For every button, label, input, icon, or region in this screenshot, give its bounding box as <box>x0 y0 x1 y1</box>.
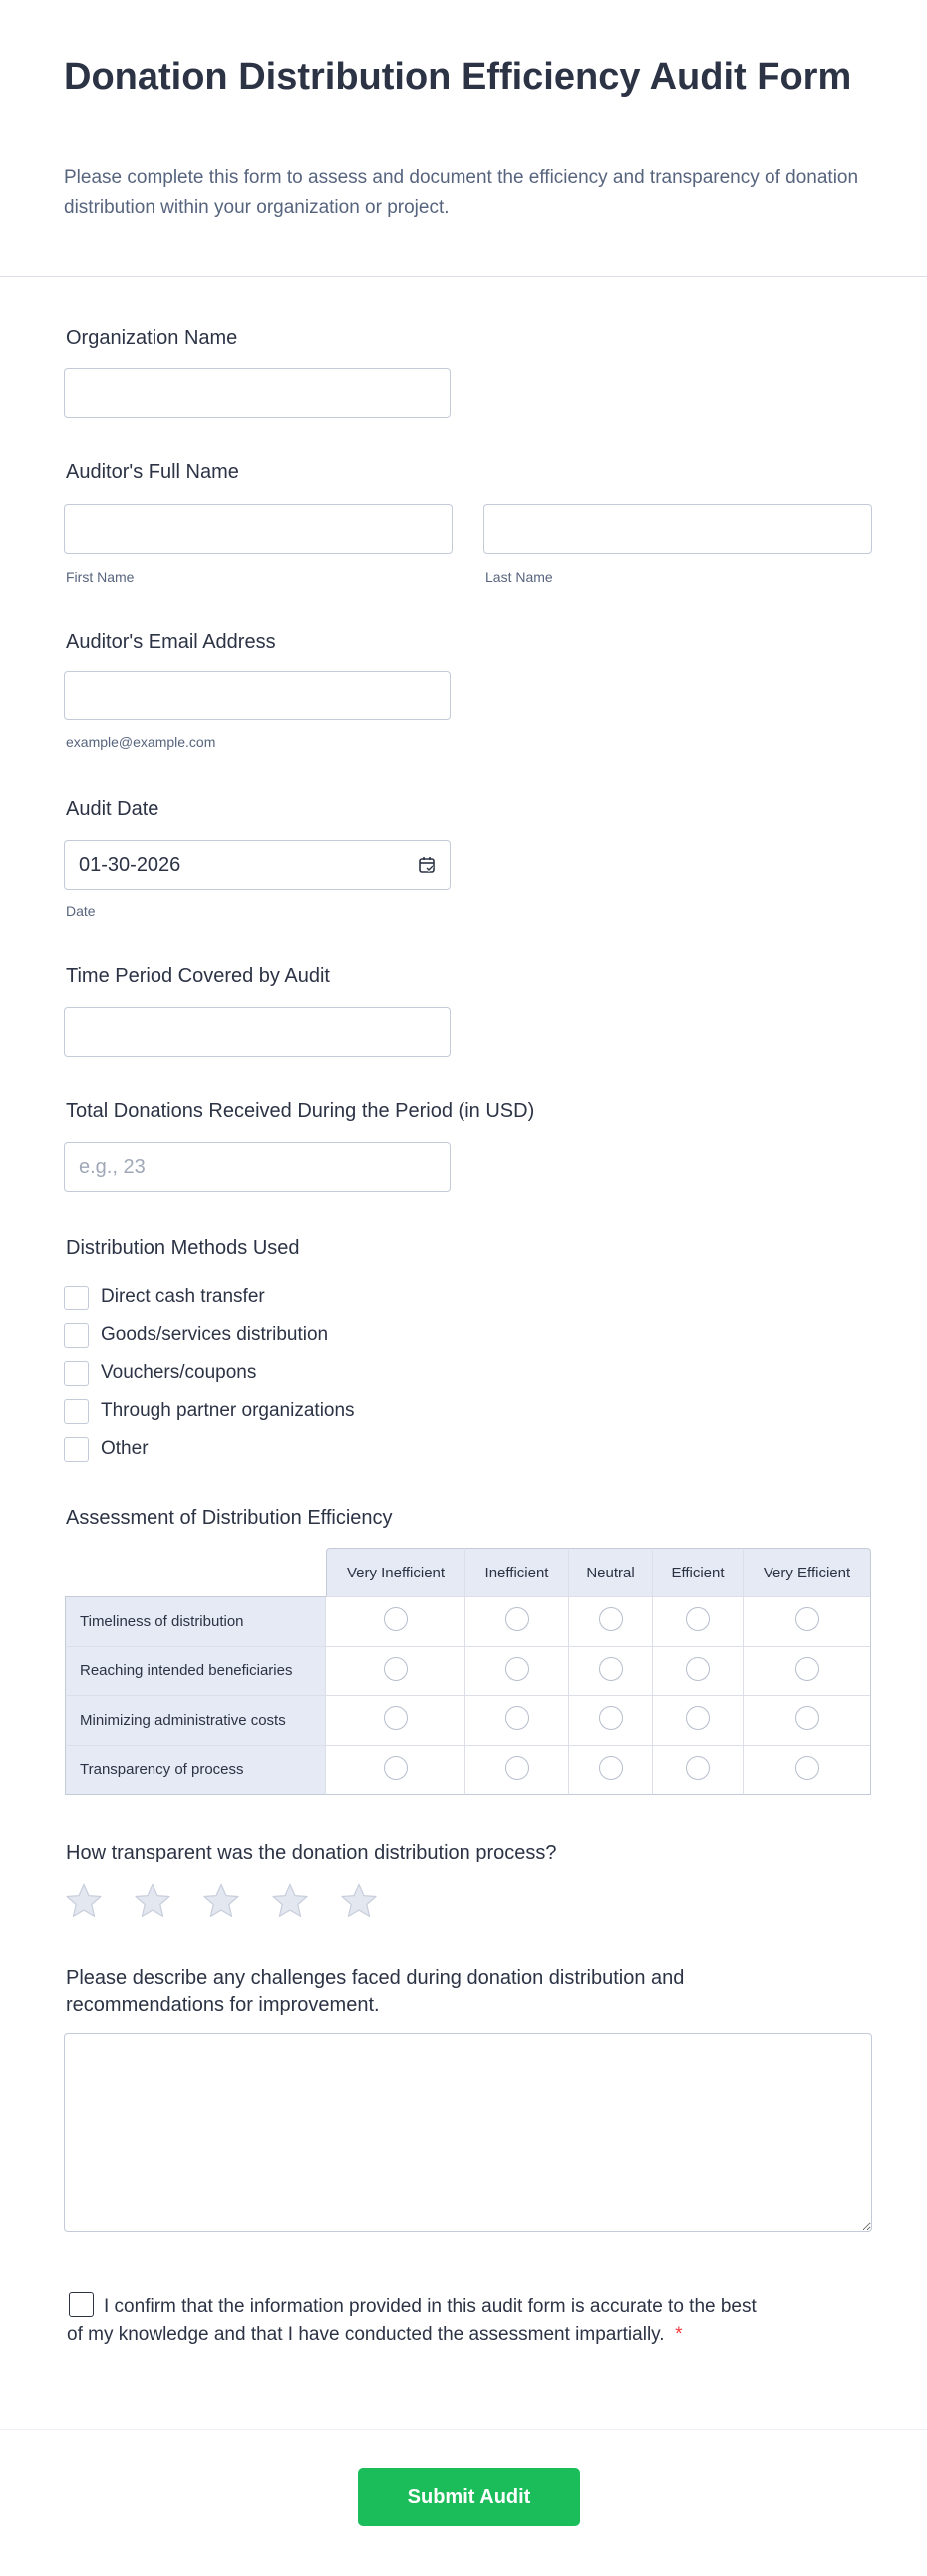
method-option[interactable] <box>64 1354 355 1392</box>
challenges-label: Please describe any challenges faced during donation distribution and recommendations for improvement. <box>66 1967 685 2016</box>
checkbox[interactable] <box>64 1399 89 1424</box>
matrix-radio[interactable] <box>384 1657 408 1681</box>
email-input[interactable] <box>64 671 451 720</box>
matrix-radio[interactable] <box>686 1756 710 1780</box>
audit-date-value: 01-30-2026 <box>79 854 181 876</box>
star-icon[interactable] <box>271 1882 309 1920</box>
matrix-row <box>65 1597 871 1647</box>
assessment-label: Assessment of Distribution Efficiency <box>66 1507 393 1529</box>
star-rating[interactable] <box>65 1882 378 1920</box>
matrix-radio[interactable] <box>795 1607 819 1631</box>
footer-divider <box>0 2429 927 2430</box>
matrix-column-header: Very Inefficient <box>326 1548 465 1597</box>
confirm-label: I confirm that the information provided in this audit form is accurate to the best of my knowledge and that I have conducted the assessment impartially. <box>67 2296 757 2345</box>
matrix-radio[interactable] <box>599 1756 623 1780</box>
total-donations-label: Total Donations Received During the Period (in USD) <box>66 1100 535 1122</box>
page-title: Donation Distribution Efficiency Audit Form <box>64 56 852 98</box>
matrix-radio[interactable] <box>505 1706 529 1730</box>
matrix-radio[interactable] <box>686 1607 710 1631</box>
org-name-label: Organization Name <box>66 327 238 349</box>
matrix-column-header: Neutral <box>569 1548 653 1597</box>
matrix-radio[interactable] <box>505 1756 529 1780</box>
assessment-matrix <box>65 1548 871 1795</box>
matrix-column-header: Inefficient <box>465 1548 569 1597</box>
matrix-cell <box>465 1597 569 1647</box>
star-icon[interactable] <box>65 1882 103 1920</box>
method-option[interactable] <box>64 1392 355 1430</box>
matrix-cell <box>653 1647 744 1697</box>
matrix-radio[interactable] <box>795 1756 819 1780</box>
matrix-row-label: Timeliness of distribution <box>65 1597 326 1647</box>
matrix-row <box>65 1746 871 1796</box>
email-label: Auditor's Email Address <box>66 631 276 653</box>
matrix-radio[interactable] <box>505 1607 529 1631</box>
org-name-input[interactable] <box>64 368 451 418</box>
matrix-radio[interactable] <box>795 1657 819 1681</box>
total-donations-placeholder: e.g., 23 <box>79 1156 146 1178</box>
challenges-textarea[interactable] <box>64 2033 872 2232</box>
checkbox[interactable] <box>64 1437 89 1462</box>
method-option[interactable] <box>64 1279 355 1316</box>
matrix-cell <box>569 1696 653 1746</box>
matrix-cell <box>569 1746 653 1796</box>
option-label: Through partner organizations <box>101 1400 355 1421</box>
matrix-cell <box>569 1647 653 1697</box>
matrix-cell <box>744 1746 871 1796</box>
method-option[interactable] <box>64 1316 355 1354</box>
checkbox[interactable] <box>64 1323 89 1348</box>
audit-date-sublabel: Date <box>66 903 96 919</box>
email-sublabel: example@example.com <box>66 734 216 750</box>
matrix-radio[interactable] <box>384 1706 408 1730</box>
header-divider <box>0 276 927 277</box>
matrix-cell <box>465 1696 569 1746</box>
matrix-radio[interactable] <box>599 1607 623 1631</box>
time-period-input[interactable] <box>64 1007 451 1057</box>
matrix-cell <box>653 1746 744 1796</box>
option-label: Goods/services distribution <box>101 1324 329 1345</box>
calendar-icon[interactable] <box>418 856 436 874</box>
matrix-radio[interactable] <box>795 1706 819 1730</box>
required-mark: * <box>675 2323 683 2345</box>
matrix-row <box>65 1696 871 1746</box>
auditor-name-label: Auditor's Full Name <box>66 461 239 483</box>
matrix-cell <box>744 1696 871 1746</box>
confirm-checkbox[interactable] <box>69 2292 94 2317</box>
last-name-sublabel: Last Name <box>485 569 553 585</box>
matrix-row-label: Minimizing administrative costs <box>65 1696 326 1746</box>
star-icon[interactable] <box>340 1882 378 1920</box>
matrix-radio[interactable] <box>599 1657 623 1681</box>
matrix-column-header: Efficient <box>653 1548 744 1597</box>
matrix-cell <box>653 1597 744 1647</box>
matrix-cell <box>326 1647 465 1697</box>
matrix-cell <box>326 1746 465 1796</box>
option-label: Direct cash transfer <box>101 1287 265 1307</box>
option-label: Other <box>101 1438 149 1459</box>
matrix-cell <box>326 1597 465 1647</box>
matrix-cell <box>744 1647 871 1697</box>
matrix-row <box>65 1647 871 1697</box>
matrix-radio[interactable] <box>384 1756 408 1780</box>
submit-button[interactable]: Submit Audit <box>358 2468 580 2526</box>
matrix-column-header: Very Efficient <box>744 1548 871 1597</box>
methods-options <box>64 1279 355 1468</box>
transparency-rating-label: How transparent was the donation distribution process? <box>66 1842 557 1863</box>
confirm-field <box>67 2292 774 2348</box>
matrix-row-label: Reaching intended beneficiaries <box>65 1647 326 1697</box>
audit-date-input[interactable] <box>64 840 451 890</box>
methods-label: Distribution Methods Used <box>66 1237 300 1259</box>
time-period-label: Time Period Covered by Audit <box>66 965 330 987</box>
matrix-row-label: Transparency of process <box>65 1746 326 1796</box>
option-label: Vouchers/coupons <box>101 1362 257 1383</box>
matrix-cell <box>744 1597 871 1647</box>
matrix-radio[interactable] <box>686 1706 710 1730</box>
star-icon[interactable] <box>134 1882 171 1920</box>
method-option[interactable] <box>64 1430 355 1468</box>
matrix-cell <box>465 1647 569 1697</box>
matrix-radio[interactable] <box>505 1657 529 1681</box>
checkbox[interactable] <box>64 1361 89 1386</box>
checkbox[interactable] <box>64 1286 89 1310</box>
matrix-radio[interactable] <box>686 1657 710 1681</box>
matrix-corner <box>65 1548 326 1597</box>
matrix-cell <box>653 1696 744 1746</box>
matrix-cell <box>569 1597 653 1647</box>
matrix-radio[interactable] <box>384 1607 408 1631</box>
matrix-radio[interactable] <box>599 1706 623 1730</box>
first-name-sublabel: First Name <box>66 569 135 585</box>
total-donations-input[interactable] <box>64 1142 451 1192</box>
page-subtitle: Please complete this form to assess and document the efficiency and transparency of donation distribution within your organization or project. <box>64 167 859 218</box>
first-name-input[interactable] <box>64 504 453 554</box>
audit-date-label: Audit Date <box>66 798 159 820</box>
matrix-cell <box>465 1746 569 1796</box>
matrix-cell <box>326 1696 465 1746</box>
star-icon[interactable] <box>202 1882 240 1920</box>
last-name-input[interactable] <box>483 504 872 554</box>
